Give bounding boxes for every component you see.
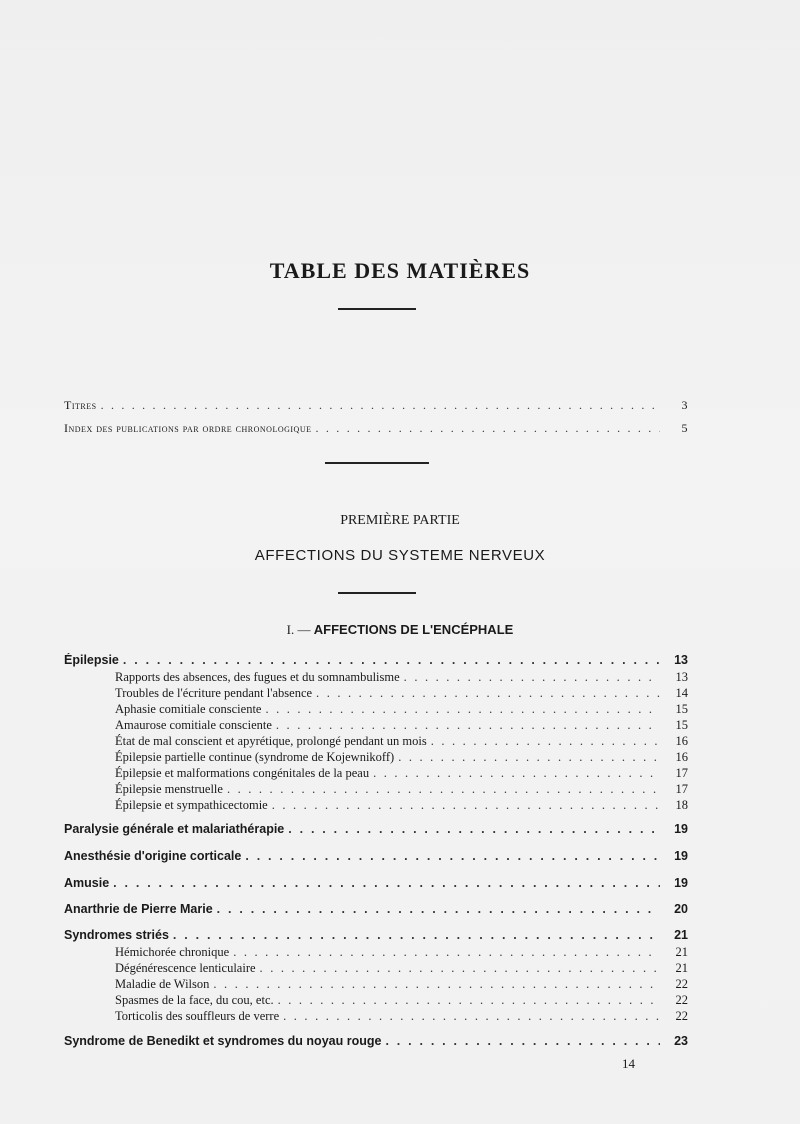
toc-entry [64,822,688,836]
toc-leader-dots [217,902,660,916]
toc-leader-dots [265,702,660,717]
toc-entry [115,1009,688,1024]
toc-leader-dots [101,398,660,413]
toc-entry-label: Rapports des absences, des fugues et du somnambulisme [115,670,400,684]
toc-entry [115,798,688,813]
toc-leader-dots [288,822,660,836]
toc-leader-dots [431,734,660,749]
toc-entry [115,702,688,717]
toc-entry-page: 5 [681,421,688,435]
toc-entry-label: Syndromes striés [64,928,169,942]
toc-entry-page: 15 [675,702,688,716]
toc-leader-dots [316,421,661,436]
toc-entry [64,653,688,667]
toc-leader-dots [385,1034,660,1048]
toc-entry-label: Index des publications par ordre chronologique [64,421,312,435]
toc-entry [115,750,688,765]
toc-entry-page: 23 [674,1034,688,1048]
toc-entry-page: 19 [674,876,688,890]
part-title: AFFECTIONS DU SYSTEME NERVEUX [254,547,546,564]
toc-entry-label: Spasmes de la face, du cou, etc. [115,993,274,1007]
toc-entry-page: 21 [675,945,688,959]
toc-entry-page: 17 [675,766,688,780]
toc-entry [115,766,688,781]
toc-entry-page: 15 [675,718,688,732]
toc-entry [64,849,688,863]
toc-entry [115,782,688,797]
toc-entry-label: Aphasie comitiale consciente [115,702,262,716]
page-number: 14 [622,1056,635,1071]
toc-leader-dots [373,766,660,781]
section-heading [0,622,800,638]
toc-entry [115,993,688,1008]
toc-entry-label: Anarthrie de Pierre Marie [64,902,213,916]
toc-entry-page: 16 [675,750,688,764]
toc-leader-dots [272,798,660,813]
toc-entry-label: Épilepsie et malformations congénitales de la peau [115,766,370,780]
toc-leader-dots [233,945,660,960]
toc-leader-dots [173,928,660,942]
toc-entry [115,945,688,960]
toc-entry-label: Troubles de l'écriture pendant l'absence [115,686,313,700]
toc-entry-page: 22 [675,977,688,991]
toc-leader-dots [398,750,660,765]
toc-entry-label: Maladie de Wilson [115,977,210,991]
toc-entry-index [64,421,688,436]
toc-entry-label: État de mal conscient et apyrétique, prolongé pendant un mois [115,734,427,748]
section-title: AFFECTIONS DE L'ENCÉPHALE [313,622,514,637]
section-prefix: I. — [286,622,311,637]
toc-entry [64,928,688,942]
toc-entry-label: Épilepsie partielle continue (syndrome de Kojewnikoff) [115,750,395,764]
toc-leader-dots [260,961,660,976]
toc-entry [64,902,688,916]
toc-entry-label: Torticolis des souffleurs de verre [115,1009,280,1023]
section-rule [325,462,429,464]
toc-entry [115,961,688,976]
part-heading: PREMIÈRE PARTIE [340,513,460,528]
toc-entry-page: 13 [674,653,688,667]
toc-entry-page: 14 [675,686,688,700]
toc-entry [115,686,688,701]
toc-entry-label: Syndrome de Benedikt et syndromes du noyau rouge [64,1034,382,1048]
toc-entry [115,670,688,685]
toc-entry [64,876,688,890]
toc-entry-titres [64,398,688,413]
toc-entry-label: Amusie [64,876,110,890]
toc-entry-label: Épilepsie menstruelle [115,782,223,796]
toc-entry-page: 18 [675,798,688,812]
toc-entry-label: Épilepsie et sympathicectomie [115,798,268,812]
toc-entry-label: Épilepsie [64,653,119,667]
toc-entry-label: Hémichorée chronique [115,945,230,959]
toc-leader-dots [278,993,660,1008]
toc-leader-dots [245,849,660,863]
toc-entry-label: Titres [64,398,97,412]
title-rule [338,308,416,310]
toc-leader-dots [227,782,660,797]
toc-entry-page: 22 [675,993,688,1007]
toc-leader-dots [316,686,660,701]
toc-leader-dots [213,977,660,992]
toc-entry-page: 21 [675,961,688,975]
toc-entry-page: 13 [675,670,688,684]
toc-entry [115,718,688,733]
toc-entry [115,977,688,992]
toc-leader-dots [283,1009,660,1024]
toc-entry-label: Dégénérescence lenticulaire [115,961,256,975]
toc-entry-label: Amaurose comitiale consciente [115,718,272,732]
toc-entry-label: Paralysie générale et malariathérapie [64,822,285,836]
part-rule [338,592,416,594]
toc-entry-page: 21 [674,928,688,942]
toc-entry [64,1034,688,1048]
toc-entry-page: 22 [675,1009,688,1023]
toc-entry-page: 3 [681,398,688,412]
toc-entry-page: 19 [674,849,688,863]
toc-entry-page: 17 [675,782,688,796]
toc-leader-dots [276,718,660,733]
toc-entry-label: Anesthésie d'origine corticale [64,849,242,863]
toc-leader-dots [123,653,660,667]
toc-leader-dots [113,876,660,890]
toc-leader-dots [404,670,660,685]
toc-entry [115,734,688,749]
toc-entry-page: 16 [675,734,688,748]
page-title: TABLE DES MATIÈRES [269,258,531,283]
toc-entry-page: 20 [674,902,688,916]
toc-entry-page: 19 [674,822,688,836]
